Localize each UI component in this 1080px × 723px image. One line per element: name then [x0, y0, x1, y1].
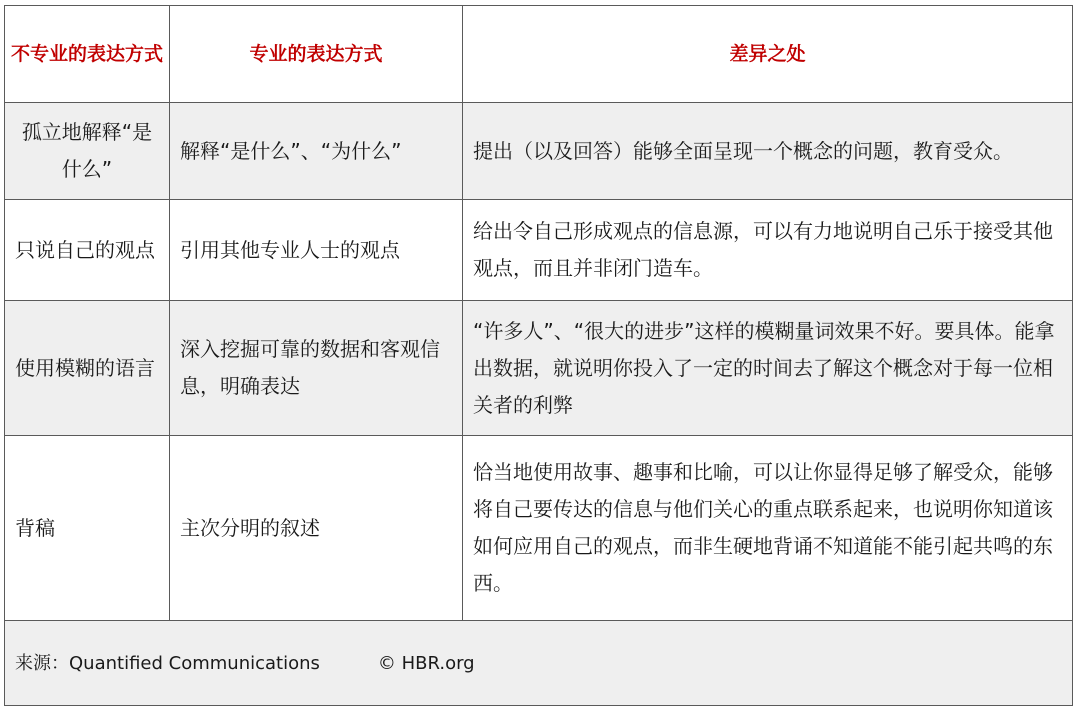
- source-row: [5, 621, 1073, 706]
- header-row: [5, 6, 1073, 103]
- comparison-table: [4, 5, 1073, 706]
- header-professional: 专业的表达方式: [170, 6, 463, 103]
- source-cell: [5, 621, 1073, 706]
- table-row: [5, 436, 1073, 621]
- cell-difference: 恰当地使用故事、趣事和比喻，可以让你显得足够了解受众，能够将自己要传达的信息与他们关心的重点联系起来，也说明你知道该如何应用自己的观点，而非生硬地背诵不知道能不能引起共鸣的东西。: [463, 436, 1073, 621]
- cell-difference: 给出令自己形成观点的信息源，可以有力地说明自己乐于接受其他观点，而且并非闭门造车。: [463, 200, 1073, 301]
- cell-unprofessional: 使用模糊的语言: [5, 301, 170, 436]
- cell-unprofessional: 孤立地解释“是什么”: [5, 103, 170, 200]
- cell-professional: 主次分明的叙述: [170, 436, 463, 621]
- table-row: [5, 200, 1073, 301]
- source-text: 来源：Quantified Communications: [15, 652, 320, 674]
- table-row: [5, 301, 1073, 436]
- cell-professional: 深入挖掘可靠的数据和客观信息，明确表达: [170, 301, 463, 436]
- cell-unprofessional: 只说自己的观点: [5, 200, 170, 301]
- cell-professional: 解释“是什么”、“为什么”: [170, 103, 463, 200]
- header-difference: 差异之处: [463, 6, 1073, 103]
- cell-difference: 提出（以及回答）能够全面呈现一个概念的问题，教育受众。: [463, 103, 1073, 200]
- table-row: [5, 103, 1073, 200]
- cell-difference: “许多人”、“很大的进步”这样的模糊量词效果不好。要具体。能拿出数据，就说明你投入了一定的时间去了解这个概念对于每一位相关者的利弊: [463, 301, 1073, 436]
- header-unprofessional: 不专业的表达方式: [5, 6, 170, 103]
- cell-unprofessional: 背稿: [5, 436, 170, 621]
- comparison-table-container: [4, 5, 1073, 716]
- copyright-text: © HBR.org: [377, 652, 475, 674]
- cell-professional: 引用其他专业人士的观点: [170, 200, 463, 301]
